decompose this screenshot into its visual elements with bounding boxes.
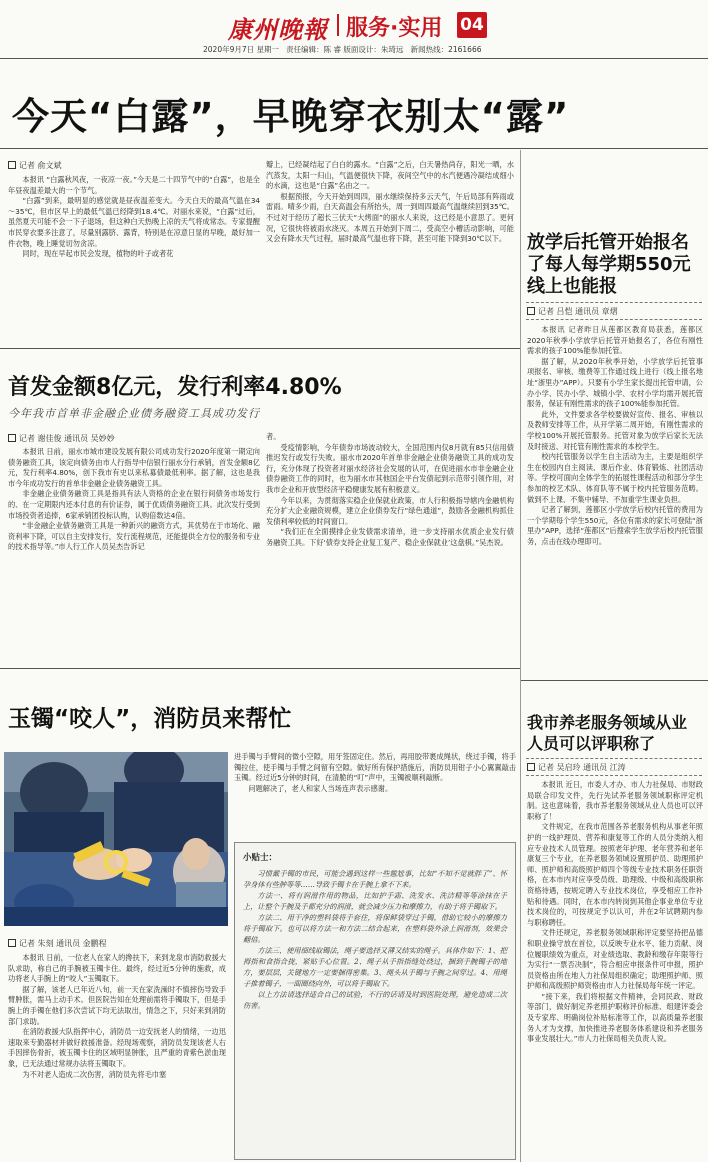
- column-divider: [520, 150, 521, 1162]
- paragraph: 进手镯与手臂间的微小空隙，用牙签固定住。然后，再用胶带裹成绳状，绕过手镯，将手镯拉住，使手镯与手臂之间留有空隙。做好所有保护措施后，消防员用钳子小心翼翼敲击玉镯。经过近5分钟的时间，在清脆的“叮”声中，玉镯被顺利敲断。: [234, 752, 516, 783]
- article1-headline: 今天“白露”，早晚穿衣别太“露”: [12, 95, 570, 138]
- section-rule: [0, 668, 520, 669]
- paragraph: 非金融企业债务融资工具是指具有法人资格的企业在银行间债务市场发行的、在一定期限内还本付息的有价证券，属于优质债务融资工具。此次发行受到市场投资者追捧，6家承销团投标认购，认购倍数达4倍。: [8, 489, 260, 520]
- article1-column1: [8, 175, 260, 339]
- paragraph: 同时，现在早起市民会发现，植物的叶子或者花: [22, 249, 174, 259]
- masthead-info: 2020年9月7日 星期一 责任编辑：陈 睿 版面设计：朱琦远 新闻热线：2161666: [203, 45, 482, 54]
- tip-paragraph: 以上方法请选择适合自己的试验，不行的话请及时到医院处理，避免造成二次伤害。: [243, 990, 507, 1010]
- article4-body: [527, 325, 703, 670]
- paragraph: 本报讯 日前，一位老人在家人的搀扶下，来到龙泉市消防救援大队求助，称自己的手腕被玉镯卡住。最终，经过近5分钟的施救，成功将老人手腕上的“咬人”玉镯取下。: [8, 953, 226, 984]
- paragraph: 本报讯 近日，市委人才办、市人力社保局、市财政局联合印发文件，先行先试养老服务领域职称评定机制。这也意味着，我市养老服务领域从业人员也可以评职称了！: [527, 780, 703, 821]
- article3-column2: [234, 752, 516, 830]
- paragraph: 瓣上，已经凝结起了白白的露水。“白露”之后，白天暑热尚存，阳光一晒，水汽蒸发，太阳一归山，气温便很快下降，夜间空气中的水汽便遇冷凝结成细小的水滴，这也是“白露”名由之一。: [266, 160, 514, 191]
- masthead-separator: [337, 14, 339, 36]
- article1-byline: 记者 俞文斌: [8, 160, 62, 171]
- article3-headline: 玉镯“咬人”，消防员来帮忙: [8, 706, 292, 732]
- paragraph: 此外，文件要求各学校要做好宣传、报名、审核以及教师安排等工作，从开学第二周开始，有刚性需求的学校100%开展托管服务。托管对象为放学后家长无法及时接送、对托管有刚性需求的本校学生。: [527, 409, 703, 451]
- tip-paragraph: 习惯戴手镯的市民，可能会遇到这样一些尴尬事，比如“不知不觉就胖了”、怀孕身体有些肿等等……导致手镯卡在手腕上拿不下来。: [243, 869, 507, 889]
- paragraph: “我们正在全面摸排企业发债需求清单，进一步支持丽水优质企业发行债务融资工具。下好‘债券支持企业复工复产、稳企业保就业’这盘棋。”吴杰说。: [266, 527, 514, 547]
- article1-column2: [266, 160, 514, 341]
- paragraph: 本报讯 记者昨日从莲都区教育局获悉，莲都区2020年秋季小学放学后托管开始报名了，各位有刚性需求的孩子100%能参加托管。: [527, 325, 703, 356]
- paragraph: 本报讯 “白露秋风夜，一夜凉一夜。”今天是二十四节气中的“白露”，也是全年昼夜温差最大的一个节气。: [8, 175, 260, 195]
- article5-byline: 记者 吴启玲 通讯员 江涛: [527, 762, 626, 773]
- paragraph: 本报讯 日前，丽水市城市建设发展有限公司成功发行2020年度第一期定向债务融资工具，该定向债务由市人行指导中信银行丽水分行承销，首发金额8亿元，发行利率4.80%，创下我市有史以来私募债最低利率。据了解，这也是我市今年成功发行的首单非金融企业债务融资工具。: [8, 447, 260, 488]
- paragraph: 为不对老人造成二次伤害，消防员先将毛巾塞: [22, 1069, 167, 1079]
- byline-divider: [526, 775, 702, 776]
- paragraph: “白露”到来，最明显的感觉就是昼夜温差变大。今天白天的最高气温在34～35℃，但市区早上的最低气温已经降到18.4℃。对丽水来说，“白露”过后，虽然夏天可能不会一下子退场，但这种白天热晚上凉的天气将成常态。专家提醒市民穿衣要多注意了，尽量别露脐、露背，特别是在凉意日显的早晚，最好加一件衣物，晚上睡觉切勿贪凉。: [8, 196, 260, 248]
- masthead-rule: [0, 58, 708, 59]
- article4-byline: 记者 吕恺 通讯员 章熠: [527, 306, 618, 317]
- paragraph: 问题解决了，老人和家人当场连声表示感谢。: [248, 783, 393, 793]
- section-name: 服务·实用: [346, 16, 443, 41]
- newspaper-name: 康州晚報: [228, 15, 328, 44]
- paragraph: 者。: [266, 432, 281, 441]
- article2-byline: 记者 谢佳俊 通讯员 吴妙妙: [8, 433, 115, 444]
- paragraph: 记者了解到，莲都区小学放学后校内托管的费用为一个学期每个学生550元，各位有需求的家长可登陆“浙里办”APP，选择“莲都区”后搜索学生放学后校内托管服务，点击在线办理即可。: [527, 505, 703, 546]
- section-rule: [0, 348, 520, 349]
- tip-paragraph: 方法一、将有润滑作用的物品，比如护手霜、洗发水、洗洁精等等涂抹在手上，让整个手腕及手都充分的润滑，就会减少压力和摩擦力，有助于将手镯取下。: [243, 891, 507, 911]
- article2-headline: 首发金额8亿元，发行利率4.80%: [8, 375, 342, 400]
- paragraph: “接下来，我们将根据文件精神，会同民政、财政等部门，做好制定养老照护职称评价标准、组建评委会及专家库、明确岗位补贴标准等工作，以高质量养老服务人才为支撑，加快推进养老服务体系建设和养老服务事业发展壮大。”市人力社保局相关负责人说。: [527, 991, 703, 1044]
- tips-text: [235, 868, 515, 1011]
- article4-headline: 放学后托管开始报名了每人每学期550元线上也能报: [527, 232, 691, 297]
- section-rule: [521, 680, 708, 681]
- headline-rule: [0, 148, 708, 149]
- paragraph: 据了解，该老人已年近八旬，前一天在家洗澡时不慎摔伤导致手臂肿胀，需马上动手术。但医院告知在处理前需将手镯取下，但是手腕上的手镯在他们多次尝试下均无法取出，情急之下，只好来到消防部门求助。: [8, 984, 226, 1026]
- article3-byline: 记者 朱刻 通讯员 金鹏程: [8, 938, 107, 949]
- paragraph: 今年以来，为贯彻落实稳企业保就业政策，市人行积极指导辖内金融机构充分扩大企业融资规模，建立企业债券发行“绿色通道”，鼓励各金融机构抓住发债利率较低的时间窗口。: [266, 495, 514, 526]
- article2-column1: [8, 447, 260, 657]
- paragraph: 据了解，从2020年秋季开始，小学放学后托管事项报名、审核、缴费等工作通过线上进行（线上报名地址“浙里办”APP）。只要有小学生家长提出托管申请，公办小学、民办小学、城镇小学、农村小学均需开展托管服务，保证有刚性需求的孩子100%能参加托管。: [527, 356, 703, 409]
- news-photo: [4, 752, 228, 926]
- paragraph: 文件还规定，养老服务领域职称评定要坚持把品德和职业操守放在首位，以反映专业水平、能力贡献、岗位履职绩效为重点，对业绩选取、教龄和缴存年限等行为实行“一票否决制”，符合相应申报条件可申报，照护员资格由所在地人力社保局组织确定；助理照护师、照护师和高级照护师资格由市人力社保局每年统一评定。: [527, 928, 703, 991]
- tip-paragraph: 方法三、使用细线取镯法，绳子要选择又薄又结实的绳子。具体作如下：1、把拇指和食指合拢，紧贴手心位置。2、绳子从手指指缝处绕过，捆到手腕镯子的地方，要层层，关键地方一定要捆得密集。3、绳头从手镯与手腕之间穿过。4、用绳子推着镯子，一面圈绕向外，可以将手镯取下。: [243, 946, 507, 988]
- article3-column1: [8, 953, 226, 1158]
- tip-paragraph: 方法二、用干净的塑料袋将手套住，将保鲜袋穿过手镯，借助它较小的摩擦力将手镯取下。也可以将方法一和方法二结合起来，在塑料袋外涂上润滑剂，效果会翻倍。: [243, 913, 507, 944]
- tips-title: 小贴士：: [243, 853, 278, 863]
- paragraph: 根据预报，今天开始到周四，丽水继续保持多云天气，午后局部有阵雨或雷雨。晴多少雨，白天高温会有所抬头，周一到周四最高气温继续回到35℃。不过对于经历了超长三伏天“大烤面”的丽水人来说，这已经是小意思了。更何况，它很快将被雨水浇灭。本周五开始到下周二，受高空小槽活动影响，可能又会有降水天气过程，届时最高气温也将下降，甚至可能下降到30℃以下。: [266, 191, 514, 244]
- article5-body: [527, 780, 703, 1160]
- paragraph: “非金融企业债务融资工具是一种新兴的融资方式，其优势在于市场化、融资利率下降，可以自主安排发行，发行流程规范，还能提供全方位的服务和专业的技术指导等。”市人行工作人员吴杰告诉记: [8, 521, 260, 552]
- article5-headline: 我市养老服务领域从业人员可以评职称了: [527, 713, 688, 753]
- page-number: 04: [457, 12, 487, 38]
- article2-subtitle: 今年我市首单非金融企业债务融资工具成功发行: [8, 407, 260, 420]
- byline-divider: [526, 758, 702, 759]
- paragraph: 文件规定，在我市范围各养老服务机构从事老年照护的一线护理员、营养和康复等工作的人员分类纳入相应专业技术人员管理。按照老年护理、老年营养和老年康复三个专业，在养老服务领域设置照护员、助理照护师、照护师和高级照护师四个等级专业技术职务任职资格，在本市内对应享受员级、助理级、中级和高级职称资格待遇，按规定聘入专业技术岗位，享受相应工作补贴和待遇。同时，在本市内转岗到其他企事业单位专业技术岗位的，可按规定予以认可，并在2年试聘期内参与职称聘任。: [527, 822, 703, 927]
- paragraph: 受疫情影响，今年债券市场波动较大，全国范围内仅8月就有85只信用债推迟发行或发行失败。丽水市2020年首单非金融企业债务融资工具的成功发行，充分体现了投资者对丽水经济社会发展的认可，在促进丽水市非金融企业债券融资工作的同时，也为丽水市其他国企平台发债起到示范带引领作用，对我市企业和开放型经济平稳健康发展有积极意义。: [266, 442, 514, 494]
- firefighter-photo-illustration: [4, 752, 228, 926]
- article2-column2: [266, 432, 514, 658]
- byline-divider: [526, 302, 702, 303]
- tips-box: [234, 842, 516, 1160]
- paragraph: 校内托管服务以学生自主活动为主，主要是组织学生在校园内自主阅读、课后作业、体育锻炼、社团活动等。学校可面向全体学生的拓展性课程活动和部分学生参加的校艺术队、体育队等不属于校内托管服务范畴。做到不上课、不集中辅导、不加重学生课业负担。: [527, 452, 703, 504]
- paragraph: 在消防救援大队指挥中心，消防员一边安抚老人的情绪，一边迅速取来专勤器材并做好救援准备。经现场观察，消防员发现该老人右手因摔伤骨折，被玉镯卡住的区域明显肿胀，且严重的青紫色淤血现象，已无法通过常规办法将玉镯取下。: [8, 1027, 226, 1068]
- byline-divider: [526, 319, 702, 320]
